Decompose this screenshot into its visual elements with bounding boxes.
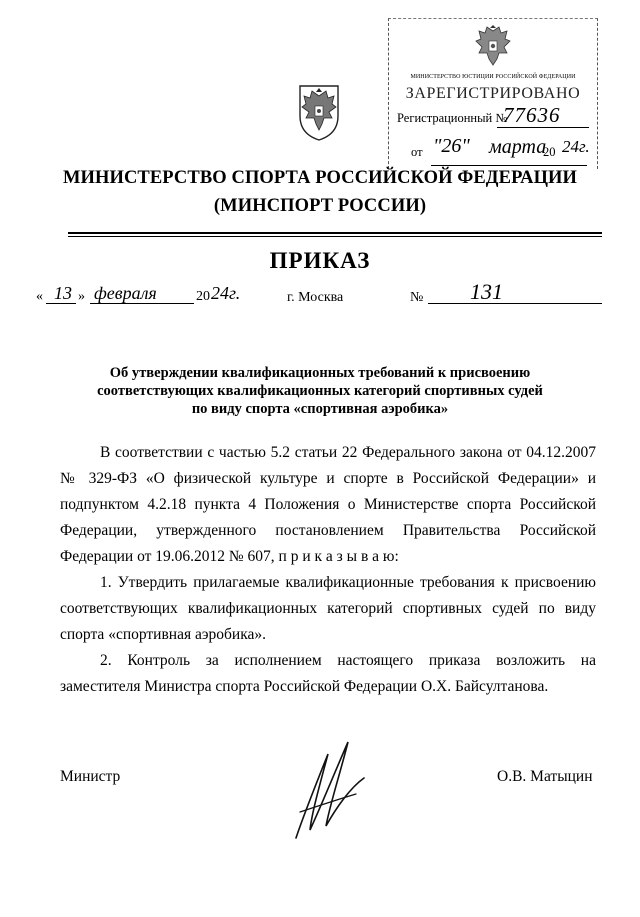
- stamp-registration-label: Регистрационный №: [397, 111, 508, 125]
- stamp-number-line: [497, 127, 589, 128]
- order-month: февраля: [94, 283, 157, 303]
- month-line: [90, 303, 194, 304]
- date-quote-open: «: [36, 289, 43, 304]
- header-rule: [68, 232, 602, 234]
- order-number: 131: [470, 279, 503, 304]
- stamp-year-prefix: 20: [543, 145, 556, 159]
- preamble-paragraph: В соответствии с частью 5.2 статьи 22 Федерального закона от 04.12.2007 № 329-ФЗ «О физической культуре и спорте в Российской Федерации» и подпунктом 4.2.18 пункта 4 Положения о Министерстве спорта Российской Федерации, утвержденного постановлением Правительства Российской Федерации от 19.06.2012 № 607, п р и к а з ы в а ю:: [60, 444, 596, 565]
- stamp-ministry-name: МИНИСТЕРСТВО ЮСТИЦИИ РОССИЙСКОЙ ФЕДЕРАЦИИ: [410, 73, 576, 80]
- stamp-day: "26": [433, 135, 470, 157]
- order-year-suffix: 24г.: [211, 283, 241, 303]
- handwritten-signature: [290, 734, 370, 844]
- stamp-registered-label: ЗАРЕГИСТРИРОВАНО: [405, 85, 581, 102]
- order-city: г. Москва: [287, 290, 344, 305]
- eagle-emblem-icon: [473, 25, 513, 71]
- ministry-name: МИНИСТЕРСТВО СПОРТА РОССИЙСКОЙ ФЕДЕРАЦИИ: [62, 168, 578, 188]
- item-1-paragraph: 1. Утвердить прилагаемые квалификационные требования к присвоению соответствующих квалификационных категорий спортивных судей по виду спорта «спортивная аэробика».: [60, 574, 596, 643]
- registration-stamp: [388, 18, 598, 169]
- heading-line-3: по виду спорта «спортивная аэробика»: [191, 401, 449, 417]
- day-line: [46, 303, 76, 304]
- signatory-position: Министр: [60, 768, 121, 785]
- order-day: 13: [54, 283, 72, 303]
- heading-line-2: соответствующих квалификационных категорий спортивных судей: [97, 383, 543, 399]
- stamp-from-label: от: [411, 145, 423, 159]
- stamp-year-suffix: 24г.: [562, 137, 590, 156]
- order-body: [60, 440, 596, 700]
- stamp-registration-number: 77636: [503, 103, 561, 127]
- stamp-date-line: [431, 165, 587, 166]
- coat-of-arms-icon: [292, 82, 346, 142]
- date-quote-close: »: [78, 289, 85, 304]
- order-number-label: №: [410, 290, 424, 305]
- header-rule-thin: [68, 236, 602, 237]
- item-2-paragraph: 2. Контроль за исполнением настоящего приказа возложить на заместителя Министра спорта Российской Федерации О.Х. Байсултанова.: [60, 652, 596, 695]
- order-title: ПРИКАЗ: [269, 248, 371, 273]
- signatory-name: О.В. Матыцин: [497, 768, 593, 785]
- stamp-month: марта: [489, 136, 547, 158]
- order-heading: [70, 364, 570, 418]
- heading-line-1: Об утверждении квалификационных требований к присвоению: [109, 365, 531, 381]
- ministry-short-name: (МИНСПОРТ РОССИИ): [213, 196, 427, 216]
- order-year-prefix: 20: [196, 289, 210, 304]
- number-line: [428, 303, 602, 304]
